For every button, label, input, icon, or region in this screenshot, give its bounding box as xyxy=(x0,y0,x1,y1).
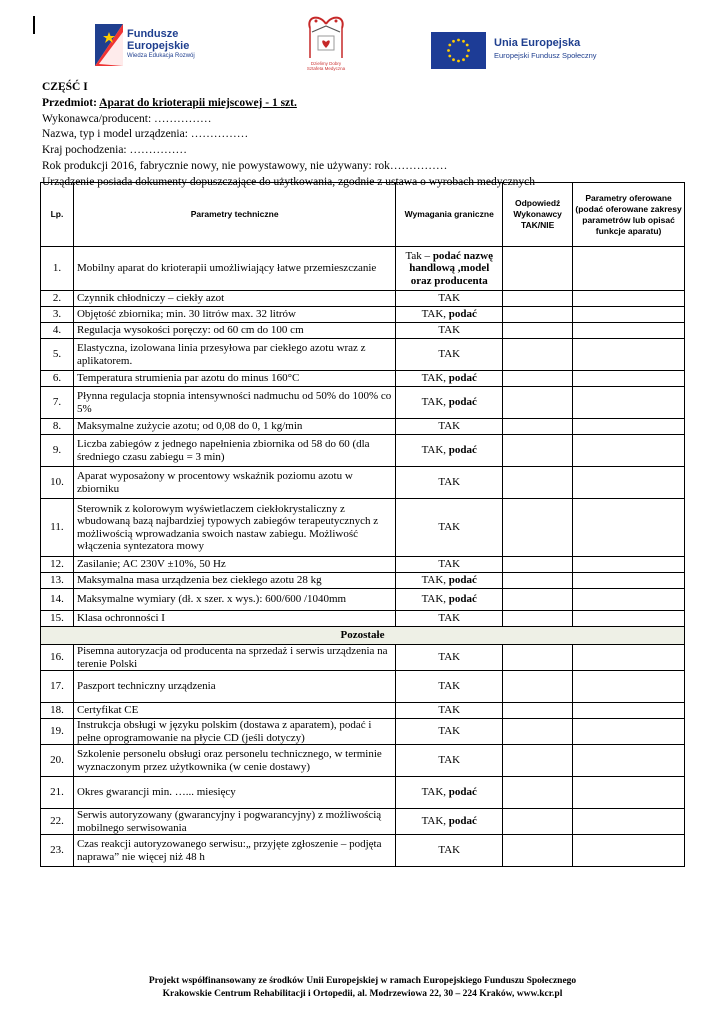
row-parameter: Certyfikat CE xyxy=(73,703,395,719)
row-offered-cell[interactable] xyxy=(573,835,685,867)
row-answer-cell[interactable] xyxy=(503,323,573,339)
row-parameter: Płynna regulacja stopnia intensywności nadmuchu od 50% do 100% co 5% xyxy=(73,387,395,419)
row-offered-cell[interactable] xyxy=(573,777,685,809)
row-requirement xyxy=(396,339,503,371)
row-offered-cell[interactable] xyxy=(573,435,685,467)
row-parameter: Maksymalne zużycie azotu; od 0,08 do 0, 1 kg/min xyxy=(73,419,395,435)
row-number: 13. xyxy=(41,573,74,589)
row-number: 23. xyxy=(41,835,74,867)
requirement-text: TAK, xyxy=(421,593,449,606)
row-number: 19. xyxy=(41,719,74,745)
row-number: 21. xyxy=(41,777,74,809)
row-parameter: Klasa ochronności I xyxy=(73,611,395,627)
row-parameter: Czas reakcji autoryzowanego serwisu:„ przyjęte zgłoszenie – podjęta naprawa” nie więcej niż 48 h xyxy=(73,835,395,867)
row-parameter: Aparat wyposażony w procentowy wskaźnik poziomu azotu w zbiorniku xyxy=(73,467,395,499)
row-number: 12. xyxy=(41,557,74,573)
row-number: 10. xyxy=(41,467,74,499)
row-requirement xyxy=(396,291,503,307)
requirement-text: TAK, xyxy=(421,308,449,321)
intro-block xyxy=(42,80,682,191)
row-parameter: Maksymalna masa urządzenia bez ciekłego azotu 28 kg xyxy=(73,573,395,589)
row-answer-cell[interactable] xyxy=(503,777,573,809)
year-line: Rok produkcji 2016, fabrycznie nowy, nie powystawowy, nie używany: rok…………… xyxy=(42,159,448,172)
row-parameter: Liczba zabiegów z jednego napełnienia zbiornika od 58 do 60 (dla średniego czasu zabiegu = 3 min) xyxy=(73,435,395,467)
row-answer-cell[interactable] xyxy=(503,339,573,371)
requirement-bold-text: podać xyxy=(448,574,477,587)
requirement-text: TAK, xyxy=(421,815,449,828)
row-parameter: Elastyczna, izolowana linia przesyłowa par ciekłego azotu wraz z aplikatorem. xyxy=(73,339,395,371)
row-requirement xyxy=(396,671,503,703)
row-number: 17. xyxy=(41,671,74,703)
row-offered-cell[interactable] xyxy=(573,745,685,777)
table-row xyxy=(41,557,685,573)
col-header-offered: Parametry oferowane (podać oferowane zakresy parametrów lub opisać funkcje aparatu) xyxy=(573,183,685,247)
row-answer-cell[interactable] xyxy=(503,719,573,745)
row-answer-cell[interactable] xyxy=(503,247,573,291)
row-offered-cell[interactable] xyxy=(573,291,685,307)
row-number: 2. xyxy=(41,291,74,307)
row-parameter: Pisemna autoryzacja od producenta na sprzedaż i serwis urządzenia na terenie Polski xyxy=(73,645,395,671)
col-header-lp: Lp. xyxy=(41,183,74,247)
table-row xyxy=(41,247,685,291)
requirement-text: TAK xyxy=(438,420,461,433)
requirement-text: Tak – xyxy=(405,249,433,262)
mid-logo-line1: Dzielimy Dobry xyxy=(310,61,342,66)
requirement-bold-text: podać xyxy=(448,308,477,321)
dzielimy-dobry-logo xyxy=(296,12,356,76)
row-number: 7. xyxy=(41,387,74,419)
table-row xyxy=(41,809,685,835)
contractor-line: Wykonawca/producent: …………… xyxy=(42,112,212,125)
table-row xyxy=(41,435,685,467)
row-requirement xyxy=(396,719,503,745)
table-row xyxy=(41,499,685,557)
row-requirement xyxy=(396,467,503,499)
row-parameter: Zasilanie; AC 230V ±10%, 50 Hz xyxy=(73,557,395,573)
row-number: 22. xyxy=(41,809,74,835)
row-answer-cell[interactable] xyxy=(503,671,573,703)
row-number: 5. xyxy=(41,339,74,371)
requirement-text: TAK, xyxy=(421,372,449,385)
row-number: 14. xyxy=(41,589,74,611)
table-row xyxy=(41,745,685,777)
footer-line1: Projekt współfinansowany ze środków Unii Europejskiej w ramach Europejskiego Funduszu Społecznego xyxy=(148,976,577,986)
section-row xyxy=(41,627,685,645)
row-parameter: Temperatura strumienia par azotu do minus 160°C xyxy=(73,371,395,387)
row-parameter: Maksymalne wymiary (dł. x szer. x wys.): 600/600 /1040mm xyxy=(73,589,395,611)
row-requirement xyxy=(396,777,503,809)
table-row xyxy=(41,645,685,671)
row-offered-cell[interactable] xyxy=(573,719,685,745)
model-line: Nazwa, typ i model urządzenia: …………… xyxy=(42,128,249,141)
row-number: 15. xyxy=(41,611,74,627)
table-row xyxy=(41,291,685,307)
row-answer-cell[interactable] xyxy=(503,703,573,719)
row-number: 18. xyxy=(41,703,74,719)
requirement-text: TAK xyxy=(438,521,461,534)
row-parameter: Instrukcja obsługi w języku polskim (dostawa z aparatem), podać i pełne oprogramowanie na płycie CD (jeśli dotyczy) xyxy=(73,719,395,745)
row-parameter: Serwis autoryzowany (gwarancyjny i pogwarancyjny) z możliwością mobilnego serwisowania xyxy=(73,809,395,835)
row-requirement xyxy=(396,809,503,835)
row-parameter: Okres gwarancji min. …... miesięcy xyxy=(73,777,395,809)
row-offered-cell[interactable] xyxy=(573,809,685,835)
row-answer-cell[interactable] xyxy=(503,645,573,671)
row-requirement xyxy=(396,435,503,467)
table-row xyxy=(41,323,685,339)
table-row xyxy=(41,671,685,703)
subject-line xyxy=(42,96,682,112)
requirement-text: TAK xyxy=(438,844,461,857)
row-answer-cell[interactable] xyxy=(503,371,573,387)
fe-logo-line1: Fundusze xyxy=(127,28,179,40)
row-requirement xyxy=(396,323,503,339)
requirement-text: TAK xyxy=(438,348,461,361)
section-title: Pozostałe xyxy=(41,627,685,645)
row-answer-cell[interactable] xyxy=(503,835,573,867)
row-offered-cell[interactable] xyxy=(573,247,685,291)
unia-europejska-logo xyxy=(431,32,631,72)
row-requirement xyxy=(396,611,503,627)
row-parameter: Sterownik z kolorowym wyświetlaczem ciekłokrystaliczny z wbudowaną bazą najbardziej typowych zabiegów terapeutycznych z możliwością wprowadzania swoich nastaw zabiegu. Możliwość włączenia syntezatora mowy xyxy=(73,499,395,557)
table-row xyxy=(41,777,685,809)
row-requirement xyxy=(396,703,503,719)
row-offered-cell[interactable] xyxy=(573,419,685,435)
subject-label: Przedmiot: xyxy=(42,96,100,109)
row-offered-cell[interactable] xyxy=(573,387,685,419)
row-offered-cell[interactable] xyxy=(573,371,685,387)
row-number: 4. xyxy=(41,323,74,339)
table-row xyxy=(41,307,685,323)
row-number: 3. xyxy=(41,307,74,323)
row-parameter: Szkolenie personelu obsługi oraz personelu technicznego, w terminie wyznaczonym przez użytkownika (w cenie dostawy) xyxy=(73,745,395,777)
requirement-text: TAK xyxy=(438,651,461,664)
row-offered-cell[interactable] xyxy=(573,339,685,371)
fundusze-europejskie-logo xyxy=(95,24,215,68)
row-answer-cell[interactable] xyxy=(503,419,573,435)
row-answer-cell[interactable] xyxy=(503,467,573,499)
requirement-bold-text: podać xyxy=(448,372,477,385)
footer xyxy=(0,975,725,1001)
row-parameter: Objętość zbiornika; min. 30 litrów max. 32 litrów xyxy=(73,307,395,323)
row-offered-cell[interactable] xyxy=(573,307,685,323)
row-answer-cell[interactable] xyxy=(503,589,573,611)
row-requirement xyxy=(396,387,503,419)
requirement-text: TAK, xyxy=(421,396,449,409)
row-requirement xyxy=(396,745,503,777)
row-number: 1. xyxy=(41,247,74,291)
table-row xyxy=(41,573,685,589)
country-line: Kraj pochodzenia: …………… xyxy=(42,144,187,157)
row-offered-cell[interactable] xyxy=(573,467,685,499)
row-offered-cell[interactable] xyxy=(573,611,685,627)
table-row xyxy=(41,339,685,371)
subject-value: Aparat do krioterapii miejscowej - 1 szt. xyxy=(99,96,297,109)
requirement-bold-text: podać nazwę handlową ,model oraz producenta xyxy=(409,249,494,287)
fe-logo-sub: Wiedza Edukacja Rozwój xyxy=(127,53,195,59)
row-answer-cell[interactable] xyxy=(503,557,573,573)
requirement-text: TAK xyxy=(438,476,461,489)
spec-table xyxy=(40,182,685,867)
heart-house-icon xyxy=(296,12,356,62)
col-header-answer: Odpowiedź Wykonawcy TAK/NIE xyxy=(503,183,573,247)
row-number: 20. xyxy=(41,745,74,777)
eu-flag-icon xyxy=(431,32,486,69)
row-requirement xyxy=(396,307,503,323)
table-row xyxy=(41,719,685,745)
row-answer-cell[interactable] xyxy=(503,499,573,557)
table-row xyxy=(41,611,685,627)
requirement-text: TAK xyxy=(438,680,461,693)
footer-line2: Krakowskie Centrum Rehabilitacji i Ortopedii, al. Modrzewiowa 22, 30 – 224 Kraków, www.kcr.pl xyxy=(162,989,563,999)
row-number: 16. xyxy=(41,645,74,671)
table-row xyxy=(41,589,685,611)
row-answer-cell[interactable] xyxy=(503,291,573,307)
row-answer-cell[interactable] xyxy=(503,573,573,589)
header-logos xyxy=(0,12,725,77)
table-row xyxy=(41,835,685,867)
row-parameter: Regulacja wysokości poręczy: od 60 cm do 100 cm xyxy=(73,323,395,339)
table-row xyxy=(41,387,685,419)
table-body xyxy=(41,247,685,867)
row-answer-cell[interactable] xyxy=(503,611,573,627)
row-number: 11. xyxy=(41,499,74,557)
row-requirement xyxy=(396,557,503,573)
row-number: 6. xyxy=(41,371,74,387)
requirement-text: TAK xyxy=(438,558,461,571)
eu-logo-line1: Unia Europejska xyxy=(494,37,581,49)
docs-line: Urządzenie posiada dokumenty dopuszczające do użytkowania, zgodnie z ustawa o wyrobach medycznych xyxy=(42,175,536,188)
row-offered-cell[interactable] xyxy=(573,645,685,671)
row-requirement xyxy=(396,589,503,611)
row-offered-cell[interactable] xyxy=(573,703,685,719)
row-parameter: Mobilny aparat do krioterapii umożliwiający łatwe przemieszczanie xyxy=(73,247,395,291)
table-row xyxy=(41,703,685,719)
row-answer-cell[interactable] xyxy=(503,435,573,467)
row-number: 9. xyxy=(41,435,74,467)
row-answer-cell[interactable] xyxy=(503,809,573,835)
table-row xyxy=(41,467,685,499)
row-parameter: Paszport techniczny urządzenia xyxy=(73,671,395,703)
fe-logo-line2: Europejskie xyxy=(127,40,190,52)
col-header-param: Parametry techniczne xyxy=(73,183,395,247)
requirement-bold-text: podać xyxy=(448,396,477,409)
fe-flag-icon xyxy=(95,24,123,66)
row-offered-cell[interactable] xyxy=(573,499,685,557)
requirement-bold-text: podać xyxy=(448,444,477,457)
requirement-text: TAK xyxy=(438,612,461,625)
row-requirement xyxy=(396,419,503,435)
row-requirement xyxy=(396,573,503,589)
table-header-row xyxy=(41,183,685,247)
row-offered-cell[interactable] xyxy=(573,323,685,339)
eu-logo-sub: Europejski Fundusz Społeczny xyxy=(494,51,597,60)
row-answer-cell[interactable] xyxy=(503,387,573,419)
col-header-req: Wymagania graniczne xyxy=(396,183,503,247)
row-offered-cell[interactable] xyxy=(573,589,685,611)
part-heading: CZĘŚĆ I xyxy=(42,81,88,93)
row-number: 8. xyxy=(41,419,74,435)
requirement-bold-text: podać xyxy=(448,593,477,606)
row-requirement xyxy=(396,835,503,867)
requirement-bold-text: podać xyxy=(448,815,477,828)
requirement-bold-text: podać xyxy=(448,786,477,799)
row-answer-cell[interactable] xyxy=(503,307,573,323)
row-requirement xyxy=(396,645,503,671)
requirement-text: TAK xyxy=(438,754,461,767)
row-offered-cell[interactable] xyxy=(573,557,685,573)
row-offered-cell[interactable] xyxy=(573,671,685,703)
mid-logo-line2: Sztafeta Medyczna xyxy=(306,66,346,71)
requirement-text: TAK, xyxy=(421,574,449,587)
table-row xyxy=(41,419,685,435)
requirement-text: TAK xyxy=(438,324,461,337)
requirement-text: TAK xyxy=(438,704,461,717)
row-answer-cell[interactable] xyxy=(503,745,573,777)
row-offered-cell[interactable] xyxy=(573,573,685,589)
row-parameter: Czynnik chłodniczy – ciekły azot xyxy=(73,291,395,307)
requirement-text: TAK xyxy=(438,292,461,305)
requirement-text: TAK, xyxy=(421,444,449,457)
requirement-text: TAK, xyxy=(421,786,449,799)
table-row xyxy=(41,371,685,387)
requirement-text: TAK xyxy=(438,725,461,738)
row-requirement xyxy=(396,247,503,291)
row-requirement xyxy=(396,499,503,557)
row-requirement xyxy=(396,371,503,387)
